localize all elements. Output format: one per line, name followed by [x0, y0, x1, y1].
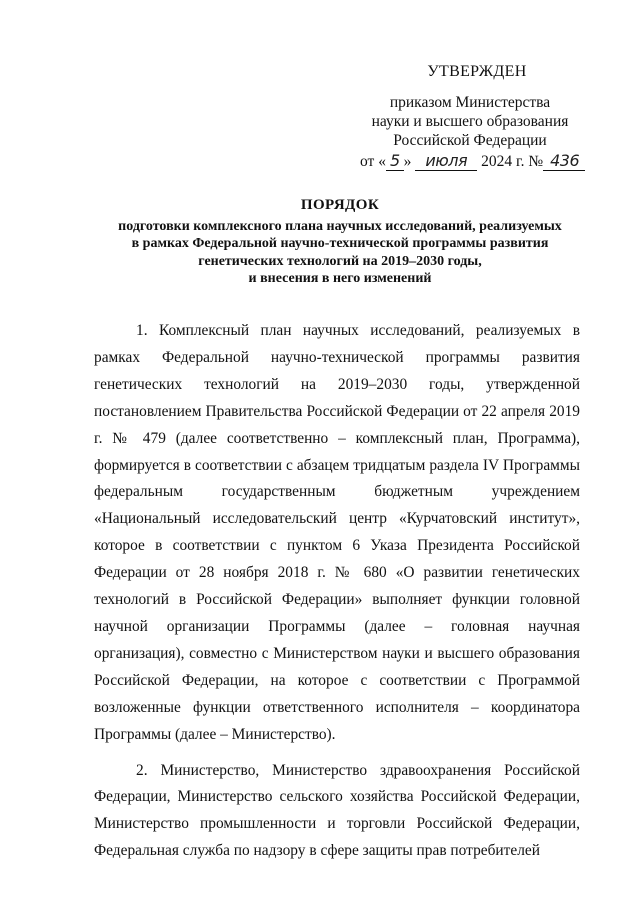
title-line: и внесения в него изменений [248, 271, 432, 286]
approval-date-line [360, 151, 580, 171]
approval-heading: УТВЕРЖДЕН [427, 63, 527, 80]
date-year: 2024 г. № [481, 153, 544, 170]
title-main: ПОРЯДОК [300, 197, 380, 213]
handwritten-month: июля [415, 151, 477, 171]
document-title [80, 197, 600, 288]
approval-line: науки и высшего образования [371, 113, 569, 130]
approval-line: Российской Федерации [393, 132, 547, 149]
title-line: в рамках Федеральной научно-технической программы развития [131, 236, 549, 251]
title-line: подготовки комплексного плана научных исследований, реализуемых [118, 218, 562, 234]
date-prefix: от « [360, 153, 386, 170]
paragraph-1: 1. Комплексный план научных исследований, реализуемых в рамках Федеральной научно-технической программы развития генетических технологий на 2019–2030 годы, утвержденной постановлением Правительства Российской Федерации от 22 апреля 2019 г. № 479 (далее соответственно – комплексный план, Программа), формируется в соответствии с абзацем тридцатым раздела IV Программы федеральным государственным бюджетным учреждением «Национальный исследовательский центр «Курчатовский институт», которое в соответствии с пунктом 6 Указа Президента Российской Федерации от 28 ноября 2018 г. № 680 «О развитии генетических технологий в Российской Федерации» выполняет функции головной научной организации Программы (далее – головная научная организация), совместно с Министерством науки и высшего образования Российской Федерации, на которое с соответствии с Программой возложенные функции ответственного исполнителя – координатора Программы (далее – Министерство). [94, 322, 580, 743]
handwritten-day: 5 [386, 151, 404, 171]
approval-stamp [360, 62, 580, 171]
document-body [94, 318, 580, 865]
approval-line: приказом Министерства [389, 94, 551, 111]
paragraph-2: 2. Министерство, Министерство здравоохранения Российской Федерации, Министерство сельского хозяйства Российской Федерации, Министерство промышленности и торговли Российской Федерации, Федеральная служба по надзору в сфере защиты прав потребителей [94, 761, 580, 860]
handwritten-number: 436 [543, 151, 585, 171]
date-mid: » [403, 153, 412, 170]
title-line: генетических технологий на 2019–2030 годы, [198, 253, 482, 269]
